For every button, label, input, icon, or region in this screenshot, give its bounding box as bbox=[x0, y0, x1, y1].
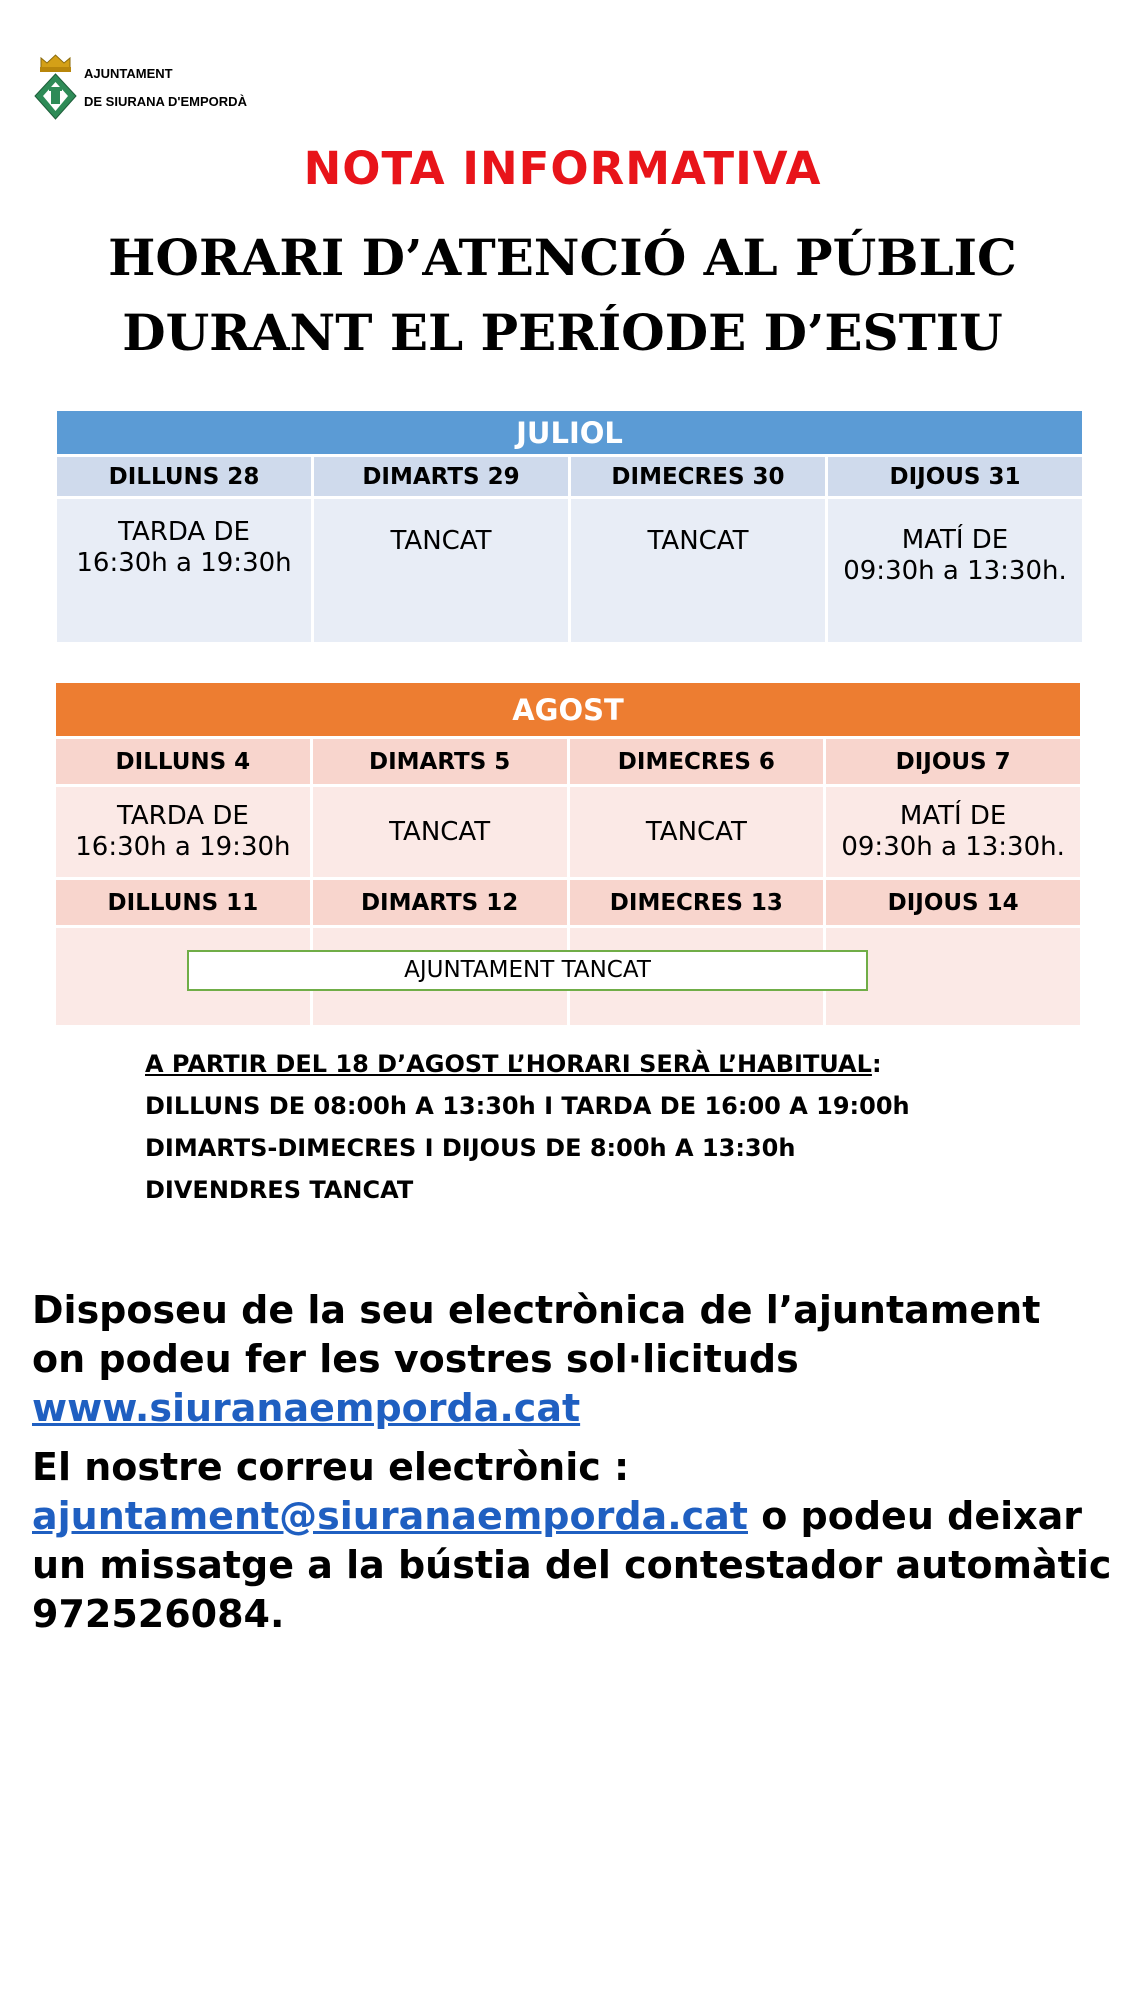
hours-line: 09:30h a 13:30h. bbox=[841, 832, 1065, 862]
organization-name bbox=[84, 60, 247, 116]
day-header: DIJOUS 7 bbox=[826, 739, 1080, 784]
day-header: DIMECRES 30 bbox=[571, 457, 825, 496]
hours-line: TANCAT bbox=[645, 816, 747, 847]
regular-schedule-line: DIVENDRES TANCAT bbox=[145, 1176, 414, 1204]
regular-schedule-line: DIMARTS-DIMECRES I DIJOUS DE 8:00h A 13:30h bbox=[145, 1134, 796, 1162]
regular-heading-colon: : bbox=[871, 1050, 882, 1078]
hours-line: TARDA DE bbox=[118, 517, 250, 547]
day-header: DILLUNS 4 bbox=[56, 739, 310, 784]
day-header: DILLUNS 11 bbox=[56, 880, 310, 925]
page-title-line2: DURANT EL PERÍODE D’ESTIU bbox=[122, 303, 1003, 362]
month-header-juliol: JULIOL bbox=[57, 411, 1082, 454]
day-header: DIMARTS 5 bbox=[313, 739, 567, 784]
hours-line: 16:30h a 19:30h bbox=[75, 832, 291, 862]
day-header: DIJOUS 31 bbox=[828, 457, 1082, 496]
day-header: DIMARTS 12 bbox=[313, 880, 567, 925]
regular-schedule-line: DILLUNS DE 08:00h A 13:30h I TARDA DE 16:00 A 19:00h bbox=[145, 1092, 910, 1120]
hours-line: TANCAT bbox=[647, 526, 749, 556]
seu-text-line1: Disposeu de la seu electrònica de l’ajuntament bbox=[32, 1288, 1041, 1332]
hours-line: TANCAT bbox=[390, 526, 492, 556]
contact-section bbox=[32, 1286, 1112, 1639]
email-paragraph-text: o podeu deixar un missatge a la bústia del contestador automàtic 972526084. bbox=[32, 1494, 1112, 1636]
day-header: DIMARTS 29 bbox=[314, 457, 568, 496]
email-link[interactable]: ajuntament@siuranaemporda.cat bbox=[32, 1494, 748, 1538]
hours-line: 09:30h a 13:30h. bbox=[843, 556, 1067, 586]
org-line2: DE SIURANA D'EMPORDÀ bbox=[84, 94, 247, 109]
day-header: DILLUNS 28 bbox=[57, 457, 311, 496]
coat-of-arms-icon bbox=[33, 54, 78, 120]
hours-cell bbox=[828, 499, 1082, 642]
hours-line: TARDA DE bbox=[116, 801, 249, 831]
notice-label: NOTA INFORMATIVA bbox=[303, 142, 822, 195]
juliol-schedule-table bbox=[54, 408, 1085, 645]
day-header: DIMECRES 6 bbox=[570, 739, 824, 784]
hours-line: TANCAT bbox=[389, 816, 491, 847]
hours-cell bbox=[314, 499, 568, 642]
hours-cell bbox=[57, 499, 311, 642]
regular-schedule bbox=[145, 1043, 910, 1211]
regular-schedule-heading bbox=[145, 1043, 910, 1085]
email-paragraph bbox=[32, 1492, 1112, 1639]
hours-cell bbox=[826, 787, 1080, 877]
month-header-agost: AGOST bbox=[56, 683, 1080, 736]
closed-note-box: AJUNTAMENT TANCAT bbox=[187, 950, 868, 991]
website-link[interactable]: www.siuranaemporda.cat bbox=[32, 1386, 581, 1430]
page-title-line1: HORARI D’ATENCIÓ AL PÚBLIC bbox=[108, 228, 1017, 287]
day-header: DIJOUS 14 bbox=[826, 880, 1080, 925]
hours-cell bbox=[56, 787, 310, 877]
org-line1: AJUNTAMENT bbox=[84, 66, 173, 81]
seu-text-line2: on podeu fer les vostres sol·licituds bbox=[32, 1337, 799, 1381]
hours-cell bbox=[313, 787, 567, 877]
email-label: El nostre correu electrònic : bbox=[32, 1445, 630, 1489]
hours-line: MATÍ DE bbox=[901, 525, 1009, 555]
hours-cell bbox=[570, 787, 824, 877]
hours-cell bbox=[571, 499, 825, 642]
hours-line: MATÍ DE bbox=[899, 801, 1007, 831]
hours-line: 16:30h a 19:30h bbox=[76, 548, 292, 578]
day-header: DIMECRES 13 bbox=[570, 880, 824, 925]
regular-heading-text: A PARTIR DEL 18 D’AGOST L’HORARI SERÀ L’HABITUAL bbox=[145, 1050, 872, 1078]
